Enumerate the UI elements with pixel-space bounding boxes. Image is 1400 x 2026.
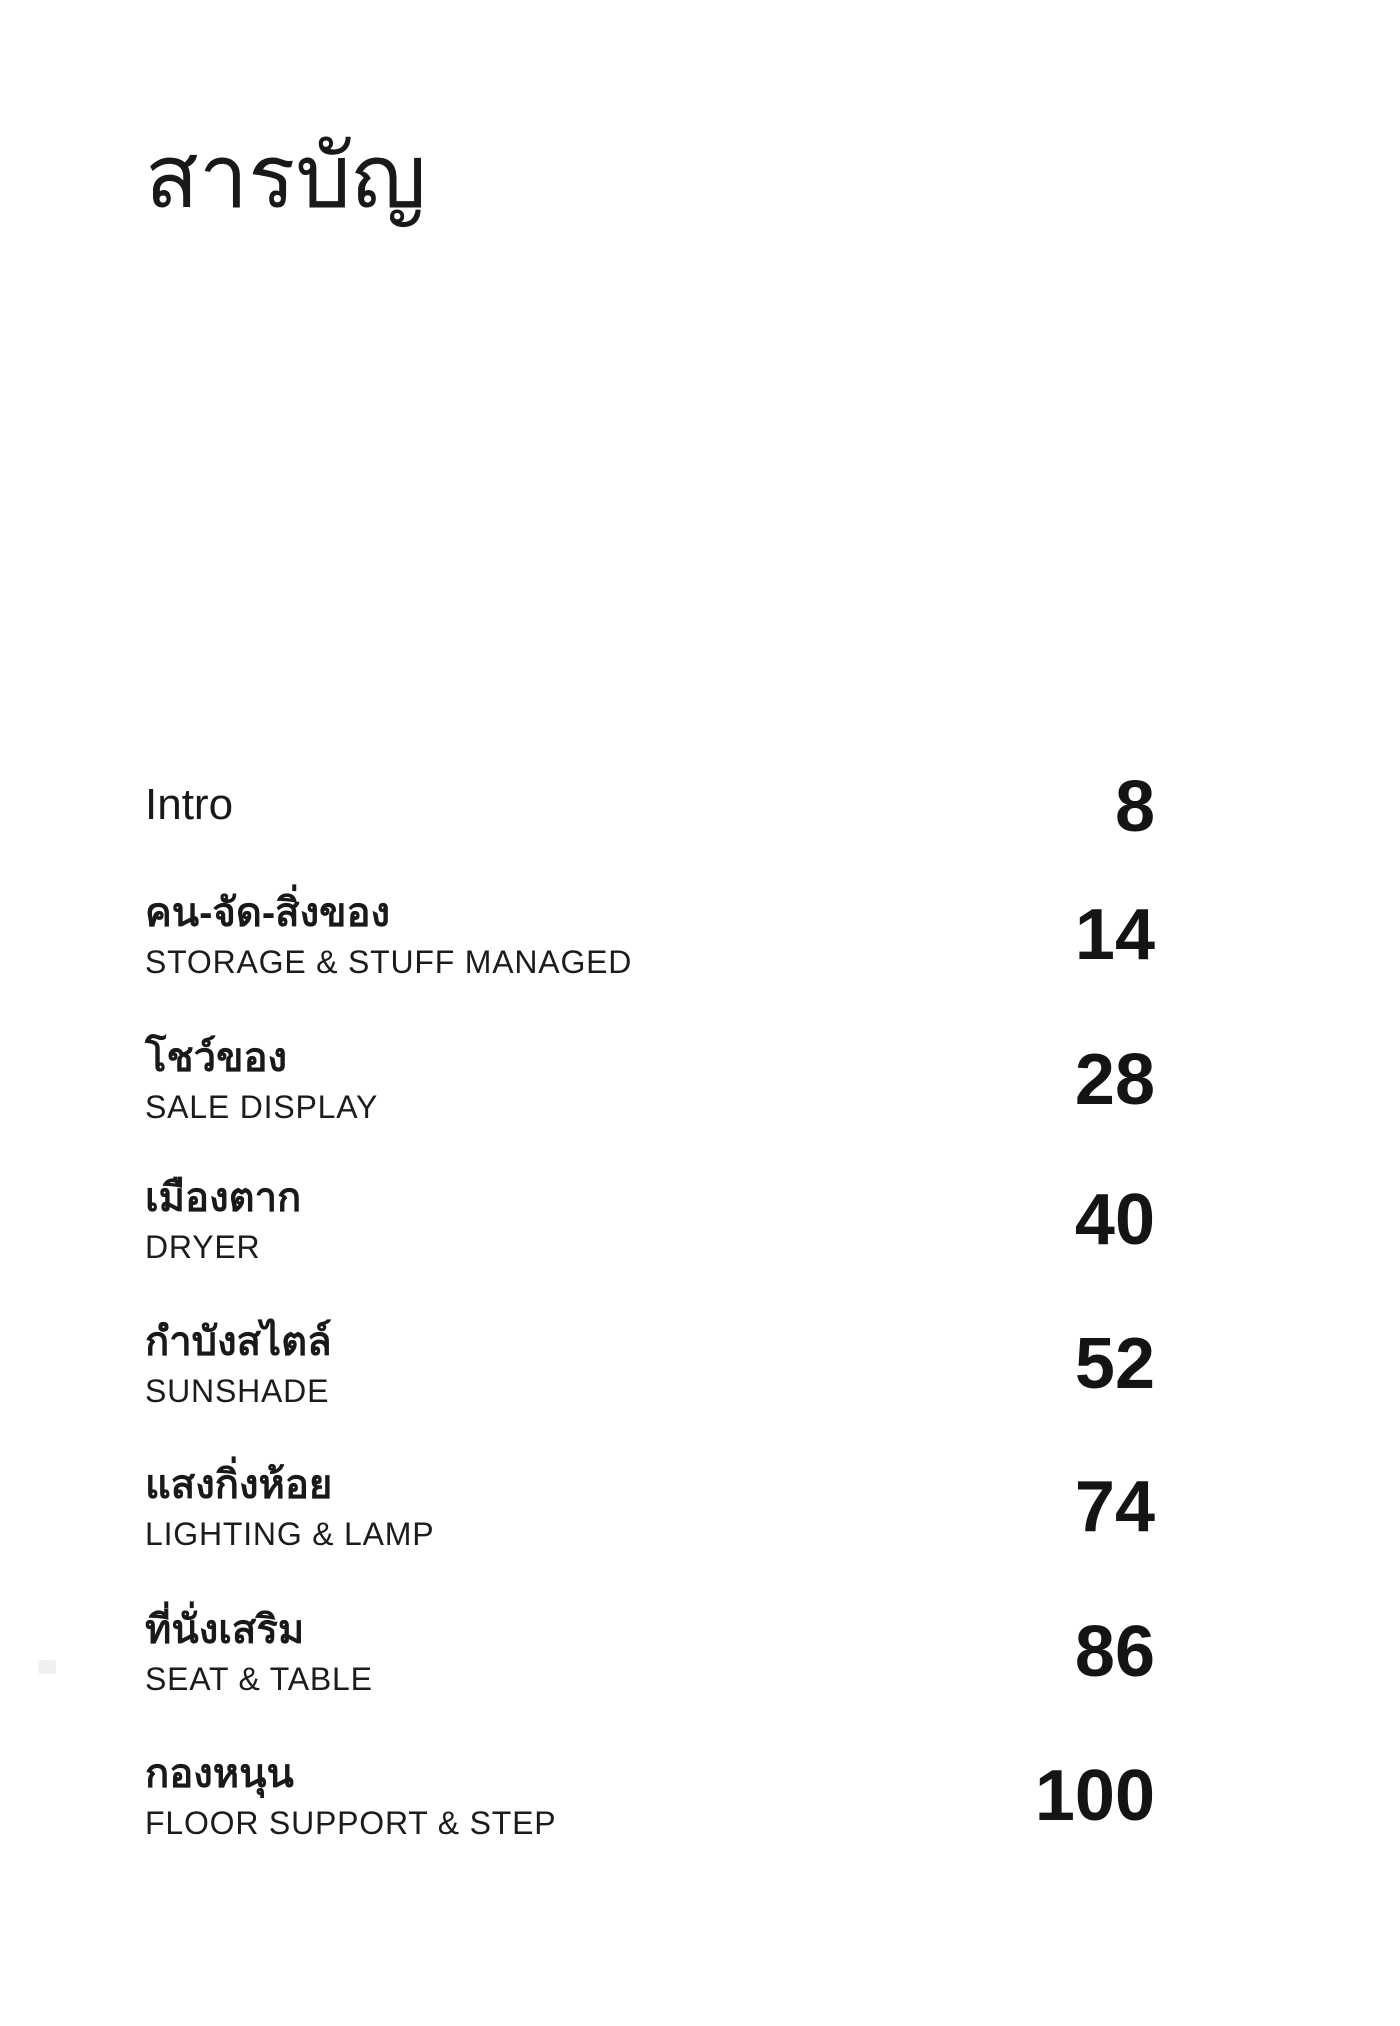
entry-titles xyxy=(145,1745,556,1843)
entry-subtitle: FLOOR SUPPORT & STEP xyxy=(145,1805,557,1841)
toc-entry xyxy=(145,1306,1155,1418)
entry-subtitle: STORAGE & STUFF MANAGED xyxy=(145,944,633,980)
page-title: สารบัญ xyxy=(145,127,427,226)
toc-entry xyxy=(145,877,1155,989)
entry-subtitle: SALE DISPLAY xyxy=(145,1089,379,1125)
entry-titles xyxy=(145,779,233,831)
entry-titles xyxy=(145,884,632,982)
entry-subtitle: DRYER xyxy=(145,1229,261,1265)
entry-title: ที่นั่งเสริม xyxy=(145,1608,305,1652)
toc-entry xyxy=(145,1738,1155,1850)
entry-title: คน-จัด-สิ่งของ xyxy=(145,891,390,935)
entry-page-number: 8 xyxy=(1114,767,1155,847)
entry-titles xyxy=(145,1601,373,1699)
entry-titles xyxy=(145,1029,378,1127)
entry-subtitle: LIGHTING & LAMP xyxy=(145,1516,435,1552)
entry-page-number: 86 xyxy=(1074,1612,1155,1692)
entry-title: กำบังสไตล์ xyxy=(145,1320,332,1364)
entry-page-number: 40 xyxy=(1074,1180,1155,1260)
entry-title: เมืองตาก xyxy=(145,1176,302,1220)
entry-title: Intro xyxy=(145,780,234,829)
entry-subtitle: SUNSHADE xyxy=(145,1373,330,1409)
entry-title: โชว์ของ xyxy=(145,1036,287,1080)
entry-titles xyxy=(145,1313,332,1411)
toc-entry xyxy=(145,1022,1155,1134)
scan-edge-artifact xyxy=(38,1660,56,1674)
entry-page-number: 100 xyxy=(1034,1756,1155,1836)
toc-entry xyxy=(145,1449,1155,1561)
toc-entry xyxy=(145,1162,1155,1274)
entry-page-number: 28 xyxy=(1074,1040,1155,1120)
entry-titles xyxy=(145,1169,301,1267)
toc-entry xyxy=(145,1594,1155,1706)
entry-titles xyxy=(145,1456,434,1554)
entry-title: แสงกิ่งห้อย xyxy=(145,1463,333,1507)
entry-title: กองหนุน xyxy=(145,1752,294,1796)
entry-subtitle: SEAT & TABLE xyxy=(145,1661,373,1697)
toc-entry xyxy=(145,767,1155,847)
entry-page-number: 52 xyxy=(1074,1324,1155,1404)
entry-page-number: 14 xyxy=(1074,895,1155,975)
entry-page-number: 74 xyxy=(1074,1467,1155,1547)
